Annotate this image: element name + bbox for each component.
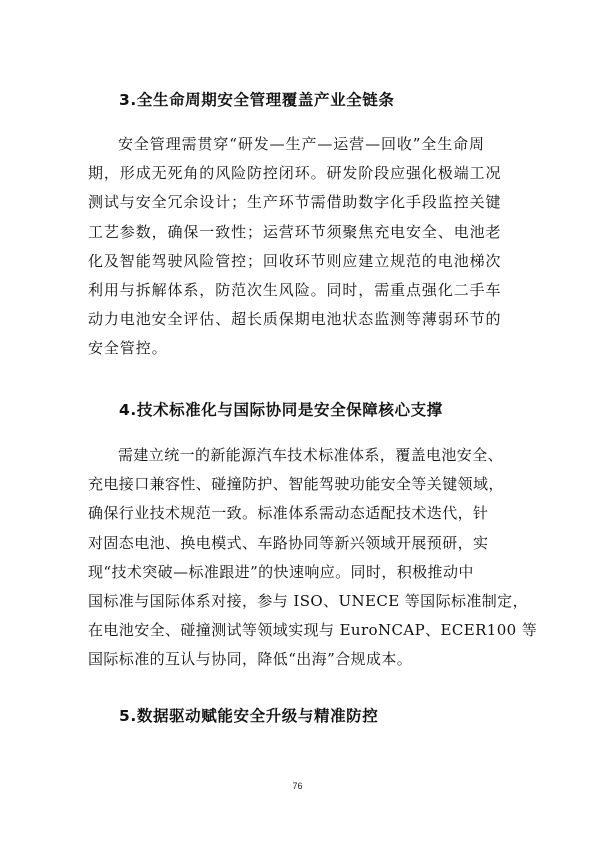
paragraph-line: 国际标准的互认与协同，降低“出海”合规成本。 [88, 650, 413, 669]
paragraph-line: 需建立统一的新能源汽车技术标准体系，覆盖电池安全、 [118, 446, 504, 464]
paragraph-line: 在电池安全、碰撞测试等领域实现与 EuroNCAP、ECER100 等 [88, 621, 538, 640]
paragraph-line: 测试与安全冗余设计；生产环节需借助数字化手段监控关键 [88, 193, 502, 212]
paragraph-line: 化及智能驾驶风险管控；回收环节则应建立规范的电池梯次 [88, 251, 502, 270]
section-4-paragraph [88, 441, 538, 675]
paragraph-line: 对固态电池、换电模式、车路协同等新兴领域开展预研，实 [88, 533, 489, 552]
section-4-heading: 4.技术标准化与国际协同是安全保障核心支撑 [119, 401, 443, 419]
paragraph-line: 现“技术突破—标准跟进”的快速响应。同时，积极推动中 [88, 562, 474, 581]
paragraph-line: 充电接口兼容性、碰撞防护、智能驾驶功能安全等关键领域， [88, 475, 504, 494]
paragraph-line: 确保行业技术规范一致。标准体系需动态适配技术迭代，针 [88, 504, 489, 523]
page-number: 76 [292, 781, 303, 791]
paragraph-line: 利用与拆解体系，防范次生风险。同时，需重点强化二手车 [88, 280, 502, 299]
paragraph-line: 安全管控。 [88, 339, 168, 358]
section-3-paragraph [88, 130, 528, 364]
paragraph-line: 期，形成无死角的风险防控闭环。研发阶段应强化极端工况 [88, 164, 502, 183]
paragraph-line: 工艺参数，确保一致性；运营环节须聚焦充电安全、电池老 [88, 222, 502, 241]
paragraph-line: 国标准与国际体系对接，参与 ISO、UNECE 等国际标准制定， [88, 591, 528, 610]
paragraph-line: 动力电池安全评估、超长质保期电池状态监测等薄弱环节的 [88, 310, 502, 329]
section-3-heading: 3.全生命周期安全管理覆盖产业全链条 [119, 91, 395, 109]
section-5-heading: 5.数据驱动赋能安全升级与精准防控 [119, 707, 379, 725]
paragraph-line: 安全管理需贯穿“研发—生产—运营—回收”全生命周 [118, 135, 485, 153]
